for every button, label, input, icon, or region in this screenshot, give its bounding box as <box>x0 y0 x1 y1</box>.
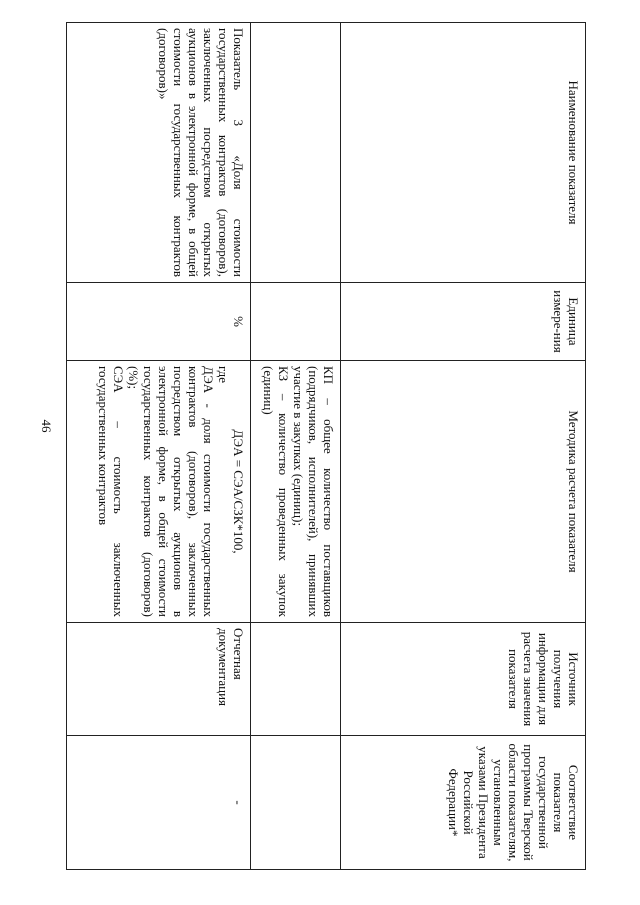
row1-method-line: КП – общее количество поставщиков (подрядчиков, исполнителей), принявших участие в закупках (единиц); <box>291 366 336 617</box>
row1-unit <box>251 283 341 361</box>
row1-method-line: КЗ – количество проведенных закупок (единиц) <box>261 366 291 617</box>
row2-source: Отчетная документация <box>67 623 251 736</box>
table-row <box>67 23 251 870</box>
row2-name: Показатель 3 «Доля стоимости государственных контрактов (договоров), заключенных посредством открытых аукционов в электронной форме, в общей стоимости государственных контрактов (договоров)» <box>67 23 251 283</box>
header-compliance: Соответствие показателя государственной программы Тверской области показателям, установленным указами Президента Российской Федерации* <box>341 736 586 870</box>
row1-method <box>251 361 341 623</box>
row1-name <box>251 23 341 283</box>
header-unit: Единица измере-ния <box>341 283 586 361</box>
row1-compliance <box>251 736 341 870</box>
header-name: Наименование показателя <box>341 23 586 283</box>
table-row <box>251 23 341 870</box>
header-method: Методика расчета показателя <box>341 361 586 623</box>
rotated-page <box>66 22 586 869</box>
row2-method-line: СЭА – стоимость заключенных государственных контрактов <box>96 366 126 617</box>
header-row <box>341 23 586 870</box>
header-source: Источник получения информации для расчета значения показателя <box>341 623 586 736</box>
row2-formula: ДЭА = СЭА/СЗК*100, <box>231 429 246 554</box>
row2-compliance: - <box>67 736 251 870</box>
row2-unit: % <box>67 283 251 361</box>
row2-method-line: ДЭА - доля стоимости государственных контрактов (договоров), заключенных посредством открытых аукционов в электронной форме, в общей стоимости государственных контрактов (договоров) (%); <box>126 366 216 617</box>
indicator-table <box>66 22 586 870</box>
row2-method <box>67 361 251 623</box>
row1-source <box>251 623 341 736</box>
row2-method-line: где <box>216 366 231 384</box>
page-number: 46 <box>39 419 54 433</box>
